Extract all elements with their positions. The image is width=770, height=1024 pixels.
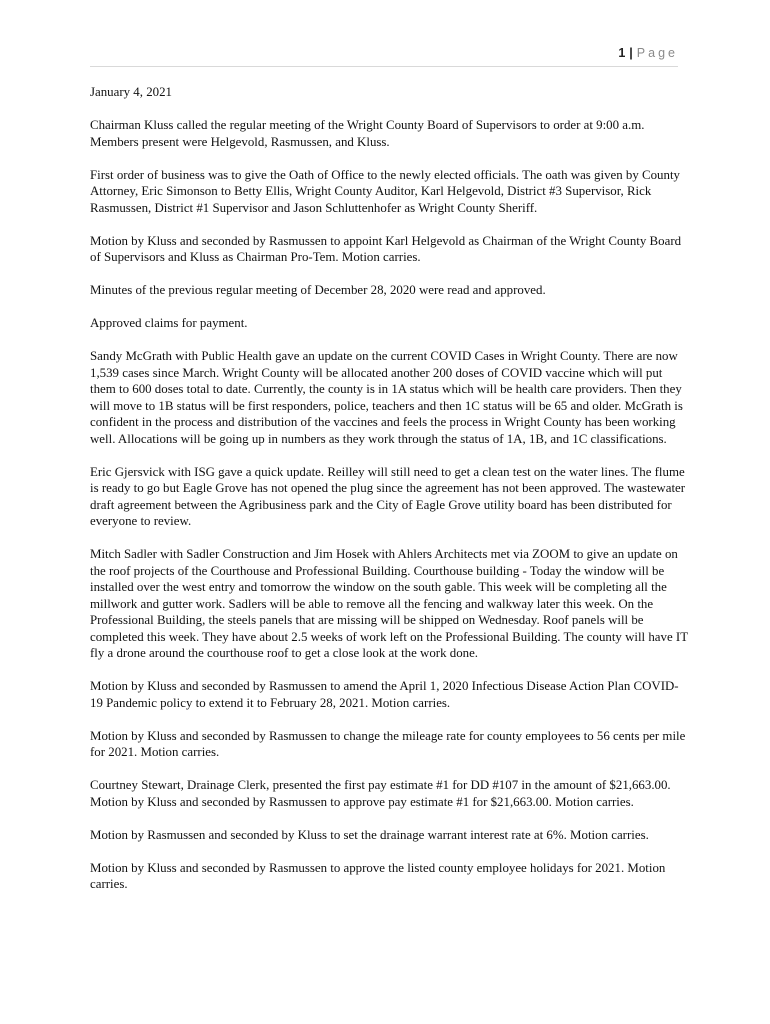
paragraph-minutes-approved: Minutes of the previous regular meeting of December 28, 2020 were read and approved. xyxy=(90,283,546,297)
paragraph-public-health: Sandy McGrath with Public Health gave an update on the current COVID Cases in Wright County. There are now 1,539 cases since March. Wright County will be allocated another 200 doses of COVID vaccine which will put them to 600 doses total to date. Currently, the county is in 1A status which will be health care providers. Then they will move to 1B status will be first responders, police, teachers and then 1C status will be 65 and older. McGrath is confident in the process and distribution of the vaccines and feels the process in Wright County has been working well. Allocations will be going up in numbers as they work through the status of 1A, 1B, and 1C classifications. xyxy=(90,349,683,446)
paragraph-pay-estimate: Courtney Stewart, Drainage Clerk, presented the first pay estimate #1 for DD #107 in the amount of $21,663.00. Motion by Kluss and seconded by Rasmussen to approve pay estimate #1 for $21,663.00. Motion carries. xyxy=(90,778,671,809)
paragraph-roof-projects: Mitch Sadler with Sadler Construction and Jim Hosek with Ahlers Architects met via ZOOM to give an update on the roof projects of the Courthouse and Professional Building. Courthouse building - Today the window will be installed over the west entry and tomorrow the window on the south gable. This week will be completing all the millwork and gutter work. Sadlers will be able to remove all the fencing and walkway later this week. On the Professional Building, the steels panels that are missing will be shipped on Wednesday. Roof panels will be completed this week. They have about 2.5 weeks of work left on the Professional Building. The county will have IT fly a drone around the courthouse roof to get a close look at the work done. xyxy=(90,547,688,660)
minutes-body xyxy=(90,84,690,909)
paragraph-interest-rate: Motion by Rasmussen and seconded by Kluss to set the drainage warrant interest rate at 6%. Motion carries. xyxy=(90,827,649,842)
paragraph-isg-update: Eric Gjersvick with ISG gave a quick update. Reilley will still need to get a clean test on the water lines. The flume is ready to go but Eagle Grove has not opened the plug since the agreement has not been approved. The wastewater draft agreement between the Agribusiness park and the City of Eagle Grove utility board has been distributed for everyone to review. xyxy=(90,464,686,528)
page-separator: | xyxy=(629,46,633,60)
paragraph-chairman-motion: Motion by Kluss and seconded by Rasmussen to appoint Karl Helgevold as Chairman of the Wright County Board of Supervisors and Kluss as Chairman Pro-Tem. Motion carries. xyxy=(90,233,682,264)
paragraph-oath-of-office: First order of business was to give the Oath of Office to the newly elected officials. The oath was given by County Attorney, Eric Simonson to Betty Ellis, Wright County Auditor, Karl Helgevold, District #3 Supervisor, Rick Rasmussen, District #1 Supervisor and Jason Schluttenhofer as Wright County Sheriff. xyxy=(90,167,680,215)
paragraph-claims: Approved claims for payment. xyxy=(90,316,248,330)
meeting-date: January 4, 2021 xyxy=(90,85,172,99)
paragraph-call-to-order: Chairman Kluss called the regular meeting of the Wright County Board of Supervisors to order at 9:00 a.m. Members present were Helgevold, Rasmussen, and Kluss. xyxy=(90,118,645,149)
page-word: Page xyxy=(636,46,678,60)
paragraph-holidays: Motion by Kluss and seconded by Rasmussen to approve the listed county employee holidays for 2021. Motion carries. xyxy=(90,860,666,891)
page-header xyxy=(90,46,678,67)
page-number: 1 xyxy=(618,46,626,60)
paragraph-mileage-rate: Motion by Kluss and seconded by Rasmussen to change the mileage rate for county employees to 56 cents per mile for 2021. Motion carries. xyxy=(90,728,686,759)
paragraph-covid-policy: Motion by Kluss and seconded by Rasmussen to amend the April 1, 2020 Infectious Disease Action Plan COVID-19 Pandemic policy to extend it to February 28, 2021. Motion carries. xyxy=(90,679,679,710)
